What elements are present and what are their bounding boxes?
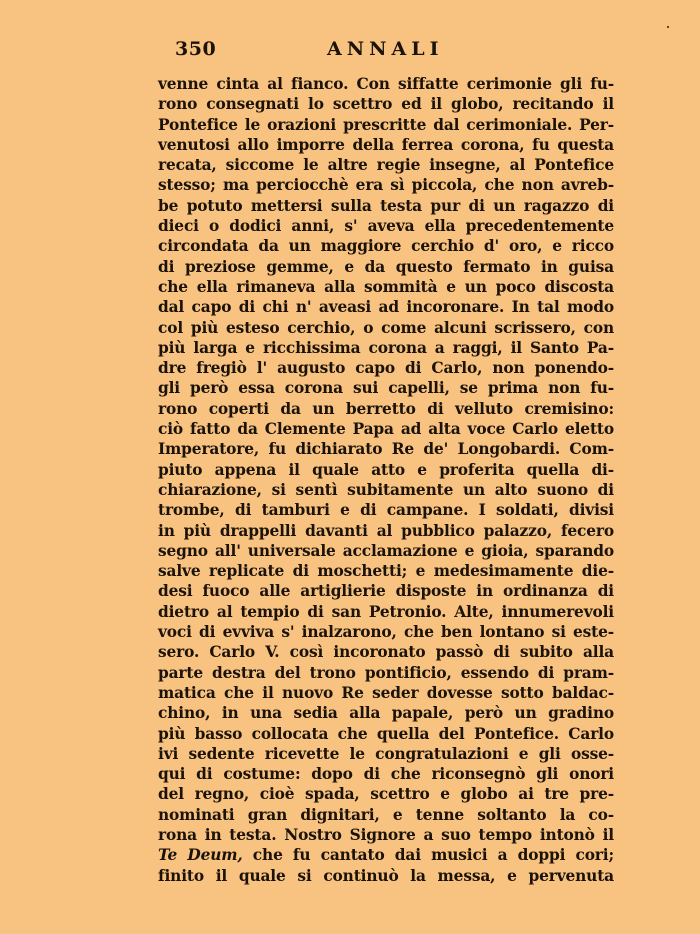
text-line: matica che il nuovo Re seder dovesse sotto baldac- [158, 683, 614, 702]
text-line: col più esteso cerchio, o come alcuni scrissero, con [158, 318, 614, 337]
text-line: dal capo di chi n' aveasi ad incoronare. In tal modo [158, 298, 614, 317]
text-line: che ella rimaneva alla sommità e un poco discosta [158, 277, 614, 296]
text-line: Imperatore, fu dichiarato Re de' Longobardi. Com- [158, 440, 614, 459]
text-line: rono coperti da un berretto di velluto cremisino: [158, 399, 614, 418]
italic-title: Te Deum, [158, 846, 243, 865]
text-line: qui di costume: dopo di che riconsegnò gli onori [158, 765, 614, 784]
running-head: ANNALI [327, 38, 444, 60]
text-line: parte destra del trono pontificio, essendo di pram- [158, 663, 614, 682]
page-number: 350 [175, 38, 217, 60]
text-line: circondata da un maggiore cerchio d' oro, e ricco [158, 237, 614, 256]
text-line: venutosi allo imporre della ferrea corona, fu questa [158, 135, 614, 154]
text-line: desi fuoco alle artiglierie disposte in ordinanza di [158, 582, 614, 601]
text-line: del regno, cioè spada, scettro e globo ai tre pre- [158, 785, 614, 804]
text-line: rono consegnati lo scettro ed il globo, recitando il [158, 95, 614, 114]
text-line: nominati gran dignitari, e tenne soltanto la co- [158, 805, 614, 824]
text-line [158, 845, 614, 865]
text-line: di preziose gemme, e da questo fermato in guisa [158, 257, 614, 276]
text-line: chino, in una sedia alla papale, però un gradino [158, 704, 614, 723]
text-line: voci di evviva s' inalzarono, che ben lontano si este- [158, 623, 614, 642]
text-line: ivi sedente ricevette le congratulazioni e gli osse- [158, 744, 614, 763]
text-line: Pontefice le orazioni prescritte dal cerimoniale. Per- [158, 115, 614, 134]
text-line: segno all' universale acclamazione e gioia, sparando [158, 541, 614, 560]
text-line: sero. Carlo V. così incoronato passò di subito alla [158, 643, 614, 662]
text-line: più larga e ricchissima corona a raggi, il Santo Pa- [158, 338, 614, 357]
text-line: dre fregiò l' augusto capo di Carlo, non ponendo- [158, 359, 614, 378]
text-line: piuto appena il quale atto e proferita quella di- [158, 460, 614, 479]
text-line: gli però essa corona sui capelli, se prima non fu- [158, 379, 614, 398]
text-line: stesso; ma perciocchè era sì piccola, che non avreb- [158, 176, 614, 195]
text-line: trombe, di tamburi e di campane. I soldati, divisi [158, 501, 614, 520]
text-line: be potuto mettersi sulla testa pur di un ragazzo di [158, 196, 614, 215]
text-line: salve replicate di moschetti; e medesimamente die- [158, 562, 614, 581]
text-line: in più drappelli davanti al pubblico palazzo, fecero [158, 521, 614, 540]
text-line: rona in testa. Nostro Signore a suo tempo intonò il [158, 825, 614, 844]
text-line: ciò fatto da Clemente Papa ad alta voce Carlo eletto [158, 420, 614, 439]
text-line: finito il quale si continuò la messa, e pervenuta [158, 866, 614, 885]
text-line: dietro al tempio di san Petronio. Alte, innumerevoli [158, 602, 614, 621]
text-run: che fu cantato dai musici a doppi cori; [242, 846, 614, 865]
text-line: recata, siccome le altre regie insegne, al Pontefice [158, 156, 614, 175]
text-line: venne cinta al fianco. Con siffatte cerimonie gli fu- [158, 75, 614, 93]
page-header [175, 38, 445, 64]
page-speck [667, 26, 669, 28]
text-line: più basso collocata che quella del Pontefice. Carlo [158, 724, 614, 743]
body-text [158, 74, 614, 886]
text-line: dieci o dodici anni, s' aveva ella precedentemente [158, 217, 614, 236]
text-line: chiarazione, si sentì subitamente un alto suono di [158, 480, 614, 499]
